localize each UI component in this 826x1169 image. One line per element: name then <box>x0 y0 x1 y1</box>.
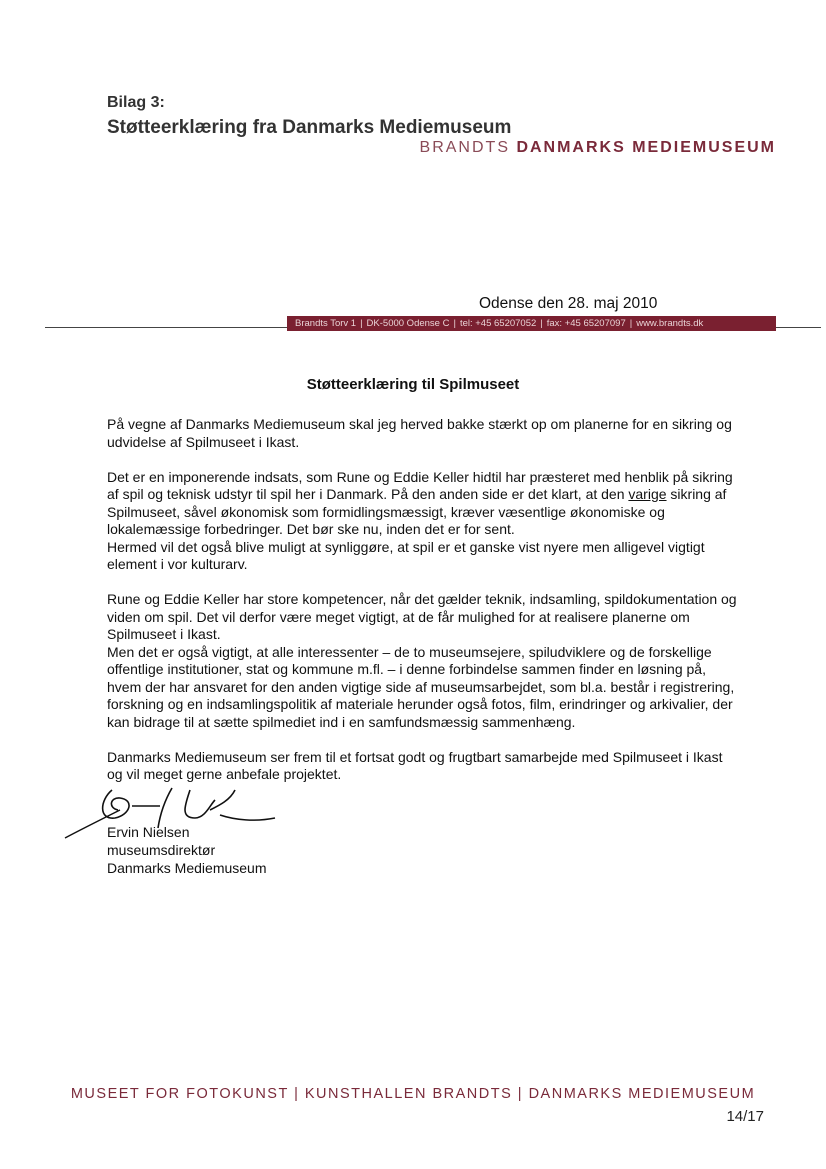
signer-block <box>107 823 267 877</box>
signer-organization: Danmarks Mediemuseum <box>107 860 267 876</box>
paragraph-2 <box>107 469 737 539</box>
address-website: www.brandts.dk <box>636 318 704 329</box>
signer-role: museumsdirektør <box>107 842 216 858</box>
paragraph-4: Rune og Eddie Keller har store kompetencer, når det gælder teknik, indsamling, spildokumentation og viden om spil. Det vil derfor være meget vigtigt, at de får mulighed for at realisere planerne om Spilmuseet i Ikast. <box>107 591 737 642</box>
paragraph-5: Men det er også vigtigt, at alle interessenter – de to museumsejere, spiludviklere og de forskellige offentlige institutioner, stat og kommune m.fl. – i denne forbindelse sammen finder en løsning på, hvem der har ansvaret for den anden vigtige side af museumsarbejdet, som bl.a. består i registrering, forskning og en indsamlingspolitik af materiale herunder også fotos, film, erindringer og arkivalier, der kan bidrage til at sætte spilmediet ind i en samfundsmæssig sammenhæng. <box>107 643 735 730</box>
brand-light-text: BRANDTS <box>419 139 510 156</box>
signer-name: Ervin Nielsen <box>107 824 190 840</box>
paragraph-3: Hermed vil det også blive muligt at synliggøre, at spil er et ganske vist nyere men alligevel vigtigt element i vor kulturarv. <box>107 538 705 572</box>
address-street: Brandts Torv 1 <box>295 318 357 329</box>
brand-bold-text: DANMARKS MEDIEMUSEUM <box>516 139 776 156</box>
paragraph-2-end: sikring af Spilmuseet, såvel økonomisk som formidlingsmæssigt, kræver væsentlige økonomiske og lokalemæssige forbedringer. Det bør ske nu, inden det er for sent. <box>107 486 727 537</box>
appendix-title: Støtteerklæring fra Danmarks Mediemuseum <box>107 117 512 138</box>
address-phone: tel: +45 65207052 <box>459 318 537 329</box>
footer-brands: MUSEET FOR FOTOKUNST | KUNSTHALLEN BRANDTS | DANMARKS MEDIEMUSEUM <box>70 1086 756 1102</box>
address-city: DK-5000 Odense C <box>366 318 450 329</box>
page-number: 14/17 <box>726 1108 764 1125</box>
paragraph-2-underlined: varige <box>628 486 667 502</box>
paragraph-1: På vegne af Danmarks Mediemuseum skal jeg herved bakke stærkt op om planerne for en sikring og udvidelse af Spilmuseet i Ikast. <box>107 416 732 450</box>
date-line: Odense den 28. maj 2010 <box>479 295 658 312</box>
paragraph-6: Danmarks Mediemuseum ser frem til et fortsat godt og frugtbart samarbejde med Spilmuseet i Ikast og vil meget gerne anbefale projektet. <box>107 748 723 782</box>
address-bar: Brandts Torv 1 | DK-5000 Odense C | tel: +45 65207052 | fax: +45 65207097 | www.brandts.dk <box>287 316 776 331</box>
letter-heading: Støtteerklæring til Spilmuseet <box>306 376 520 393</box>
address-fax: fax: +45 65207097 <box>546 318 626 329</box>
letter-body <box>107 416 737 801</box>
paragraph-2-start: Det er en imponerende indsats, som Rune og Eddie Keller hidtil har præsteret med henblik på sikring af spil og teknisk udstyr til spil her i Danmark. På den anden side er det klart, at den <box>107 468 733 502</box>
appendix-label: Bilag 3: <box>107 94 165 111</box>
letterhead-brand <box>420 139 776 157</box>
